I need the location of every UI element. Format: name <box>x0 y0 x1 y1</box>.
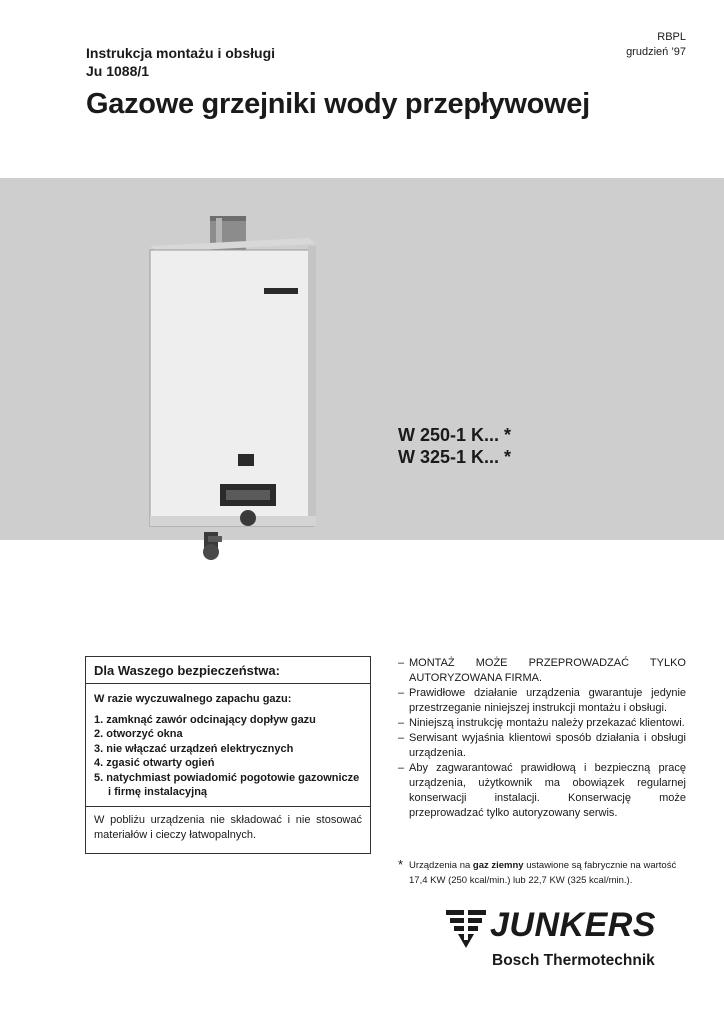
dash-bullet: – <box>398 687 405 699</box>
water-heater-illustration <box>148 216 318 568</box>
note-item <box>398 731 686 761</box>
model-name: W 325-1 K... * <box>398 447 512 467</box>
note-text: MONTAŻ MOŻE PRZEPROWADZAĆ TYLKO AUTORYZOWANA FIRMA. <box>409 657 686 684</box>
issue-date: grudzień ’97 <box>626 46 686 58</box>
product-photo-band <box>0 178 724 540</box>
dash-bullet: – <box>398 717 405 729</box>
dash-bullet: – <box>398 657 405 669</box>
safety-subheading: W razie wyczuwalnego zapachu gazu: <box>94 693 292 705</box>
note-text: Serwisant wyjaśnia klientowi sposób działania i obsługi urządzenia. <box>409 732 686 759</box>
brand-tagline: Bosch Thermotechnik <box>492 952 655 969</box>
note-text: Aby zagwarantować prawidłową i bezpieczną pracę urządzenia, użytkownik ma obowiązek regularnej konserwacji instalacji. Konserwację może przeprowadzać tylko autoryzowany serwis. <box>409 762 686 819</box>
installation-notes <box>398 656 686 821</box>
note-item <box>398 686 686 716</box>
safety-heading: Dla Waszego bezpieczeństwa: <box>86 657 370 684</box>
document-title: Instrukcja montażu i obsługi <box>86 45 276 61</box>
document-number: Ju 1088/1 <box>86 63 150 79</box>
document-meta <box>626 30 686 60</box>
safety-instructions <box>86 684 370 806</box>
note-text: Niniejszą instrukcję montażu należy przekazać klientowi. <box>409 717 685 729</box>
gas-footnote <box>398 858 688 888</box>
footnote-asterisk: * <box>398 857 404 872</box>
note-item <box>398 716 686 731</box>
footnote-text-start: Urządzenia na <box>409 860 473 871</box>
dash-bullet: – <box>398 732 405 744</box>
note-item <box>398 761 686 821</box>
safety-step: 1. zamknąć zawór odcinający dopływ gazu <box>94 713 316 726</box>
model-name: W 250-1 K... * <box>398 425 512 445</box>
safety-box <box>85 656 371 854</box>
footnote-gas-type: gaz ziemny <box>472 860 524 871</box>
storage-warning: W pobliżu urządzenia nie składować i nie stosować materiałów i cieczy łatwopalnych. <box>86 806 370 849</box>
safety-step: 4. zgasić otwarty ogień <box>94 757 215 769</box>
note-text: Prawidłowe działanie urządzenia gwarantuje jedynie przestrzeganie niniejszej instrukcji montażu i obsługi. <box>409 687 686 714</box>
brand-name: JUNKERS <box>490 906 656 944</box>
footnote-text-end: ustawione są fabrycznie na wartość 17,4 KW (250 kcal/min.) lub 22,7 KW (325 kcal/min.). <box>409 860 677 886</box>
document-header <box>86 44 275 80</box>
model-list <box>398 424 511 468</box>
safety-steps <box>94 713 362 800</box>
note-item <box>398 656 686 686</box>
region-code: RBPL <box>657 31 686 43</box>
page-title: Gazowe grzejniki wody przepływowej <box>86 88 590 120</box>
safety-step: 3. nie włączać urządzeń elektrycznych <box>94 742 294 755</box>
safety-step: 2. otworzyć okna <box>94 728 183 740</box>
safety-step: 5. natychmiast powiadomić pogotowie gazownicze i firmę instalacyjną <box>94 771 360 798</box>
dash-bullet: – <box>398 762 405 774</box>
